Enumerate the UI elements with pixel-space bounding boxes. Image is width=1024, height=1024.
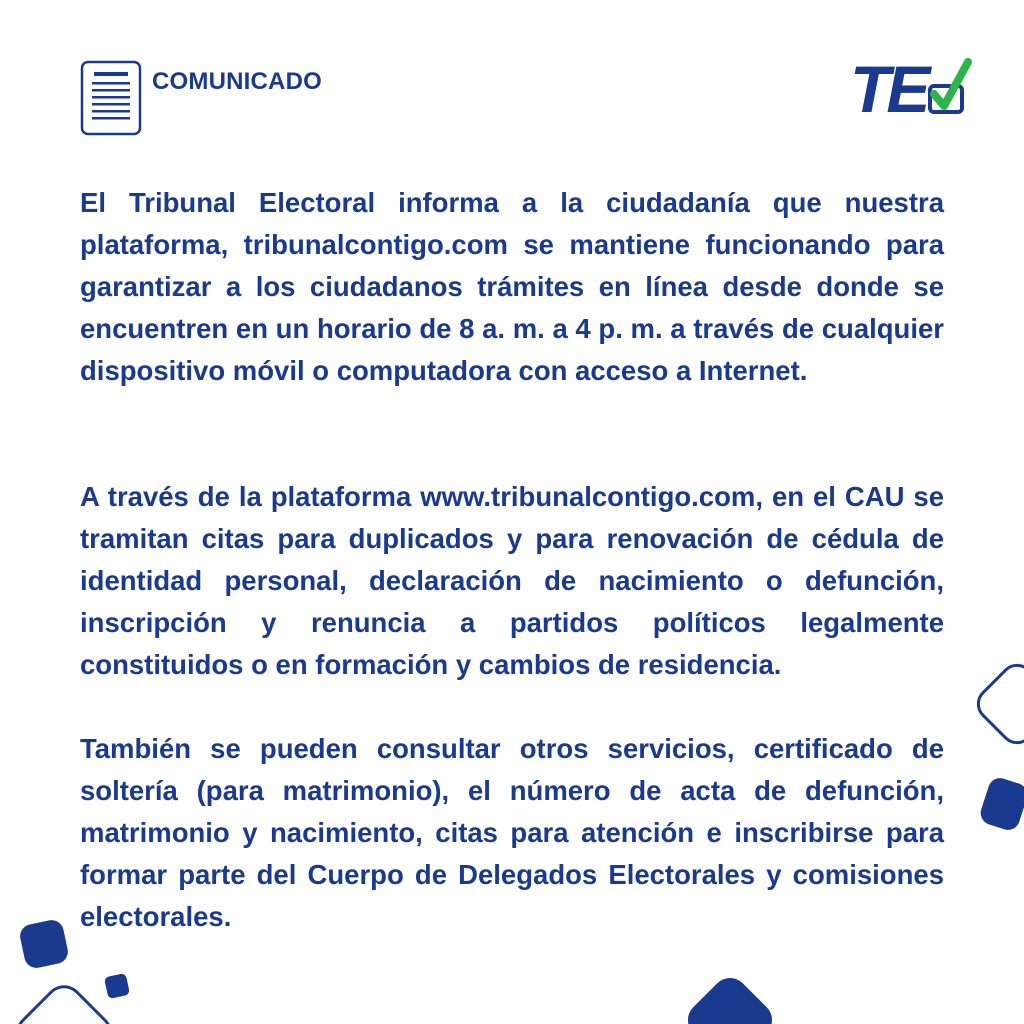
paragraph-platform-info: El Tribunal Electoral informa a la ciudadanía que nuestra plataforma, tribunalcontigo.com se mantiene funcionando para garantizar a los ciudadanos trámites en línea desde donde se encuentren en un horario de 8 a. m. a 4 p. m. a través de cualquier dispositivo móvil o computadora con acceso a Internet. — [80, 187, 944, 386]
logo-text: TE — [850, 52, 927, 122]
deco-small-left — [104, 973, 130, 999]
document-icon — [80, 60, 142, 136]
paragraph-other-services: También se pueden consultar otros servicios, certificado de soltería (para matrimonio), el número de acta de defunción, matrimonio y nacimiento, citas para atención e inscribirse para formar parte del Cuerpo de Delegados Electorales y comisiones electorales. — [80, 733, 944, 932]
deco-solid-bottom — [681, 971, 780, 1024]
deco-solid-right — [978, 775, 1024, 833]
deco-solid-left — [18, 918, 70, 970]
tribunal-electoral-logo — [848, 52, 972, 122]
communique-heading: COMUNICADO — [152, 68, 322, 95]
deco-outline-bottom-left — [10, 979, 117, 1024]
deco-outline-right — [972, 659, 1024, 750]
paragraph-cau-services: A través de la plataforma www.tribunalcontigo.com, en el CAU se tramitan citas para duplicados y para renovación de cédula de identidad personal, declaración de nacimiento o defunción, inscripción y renuncia a partidos políticos legalmente constituidos o en formación y cambios de residencia. — [80, 481, 944, 680]
